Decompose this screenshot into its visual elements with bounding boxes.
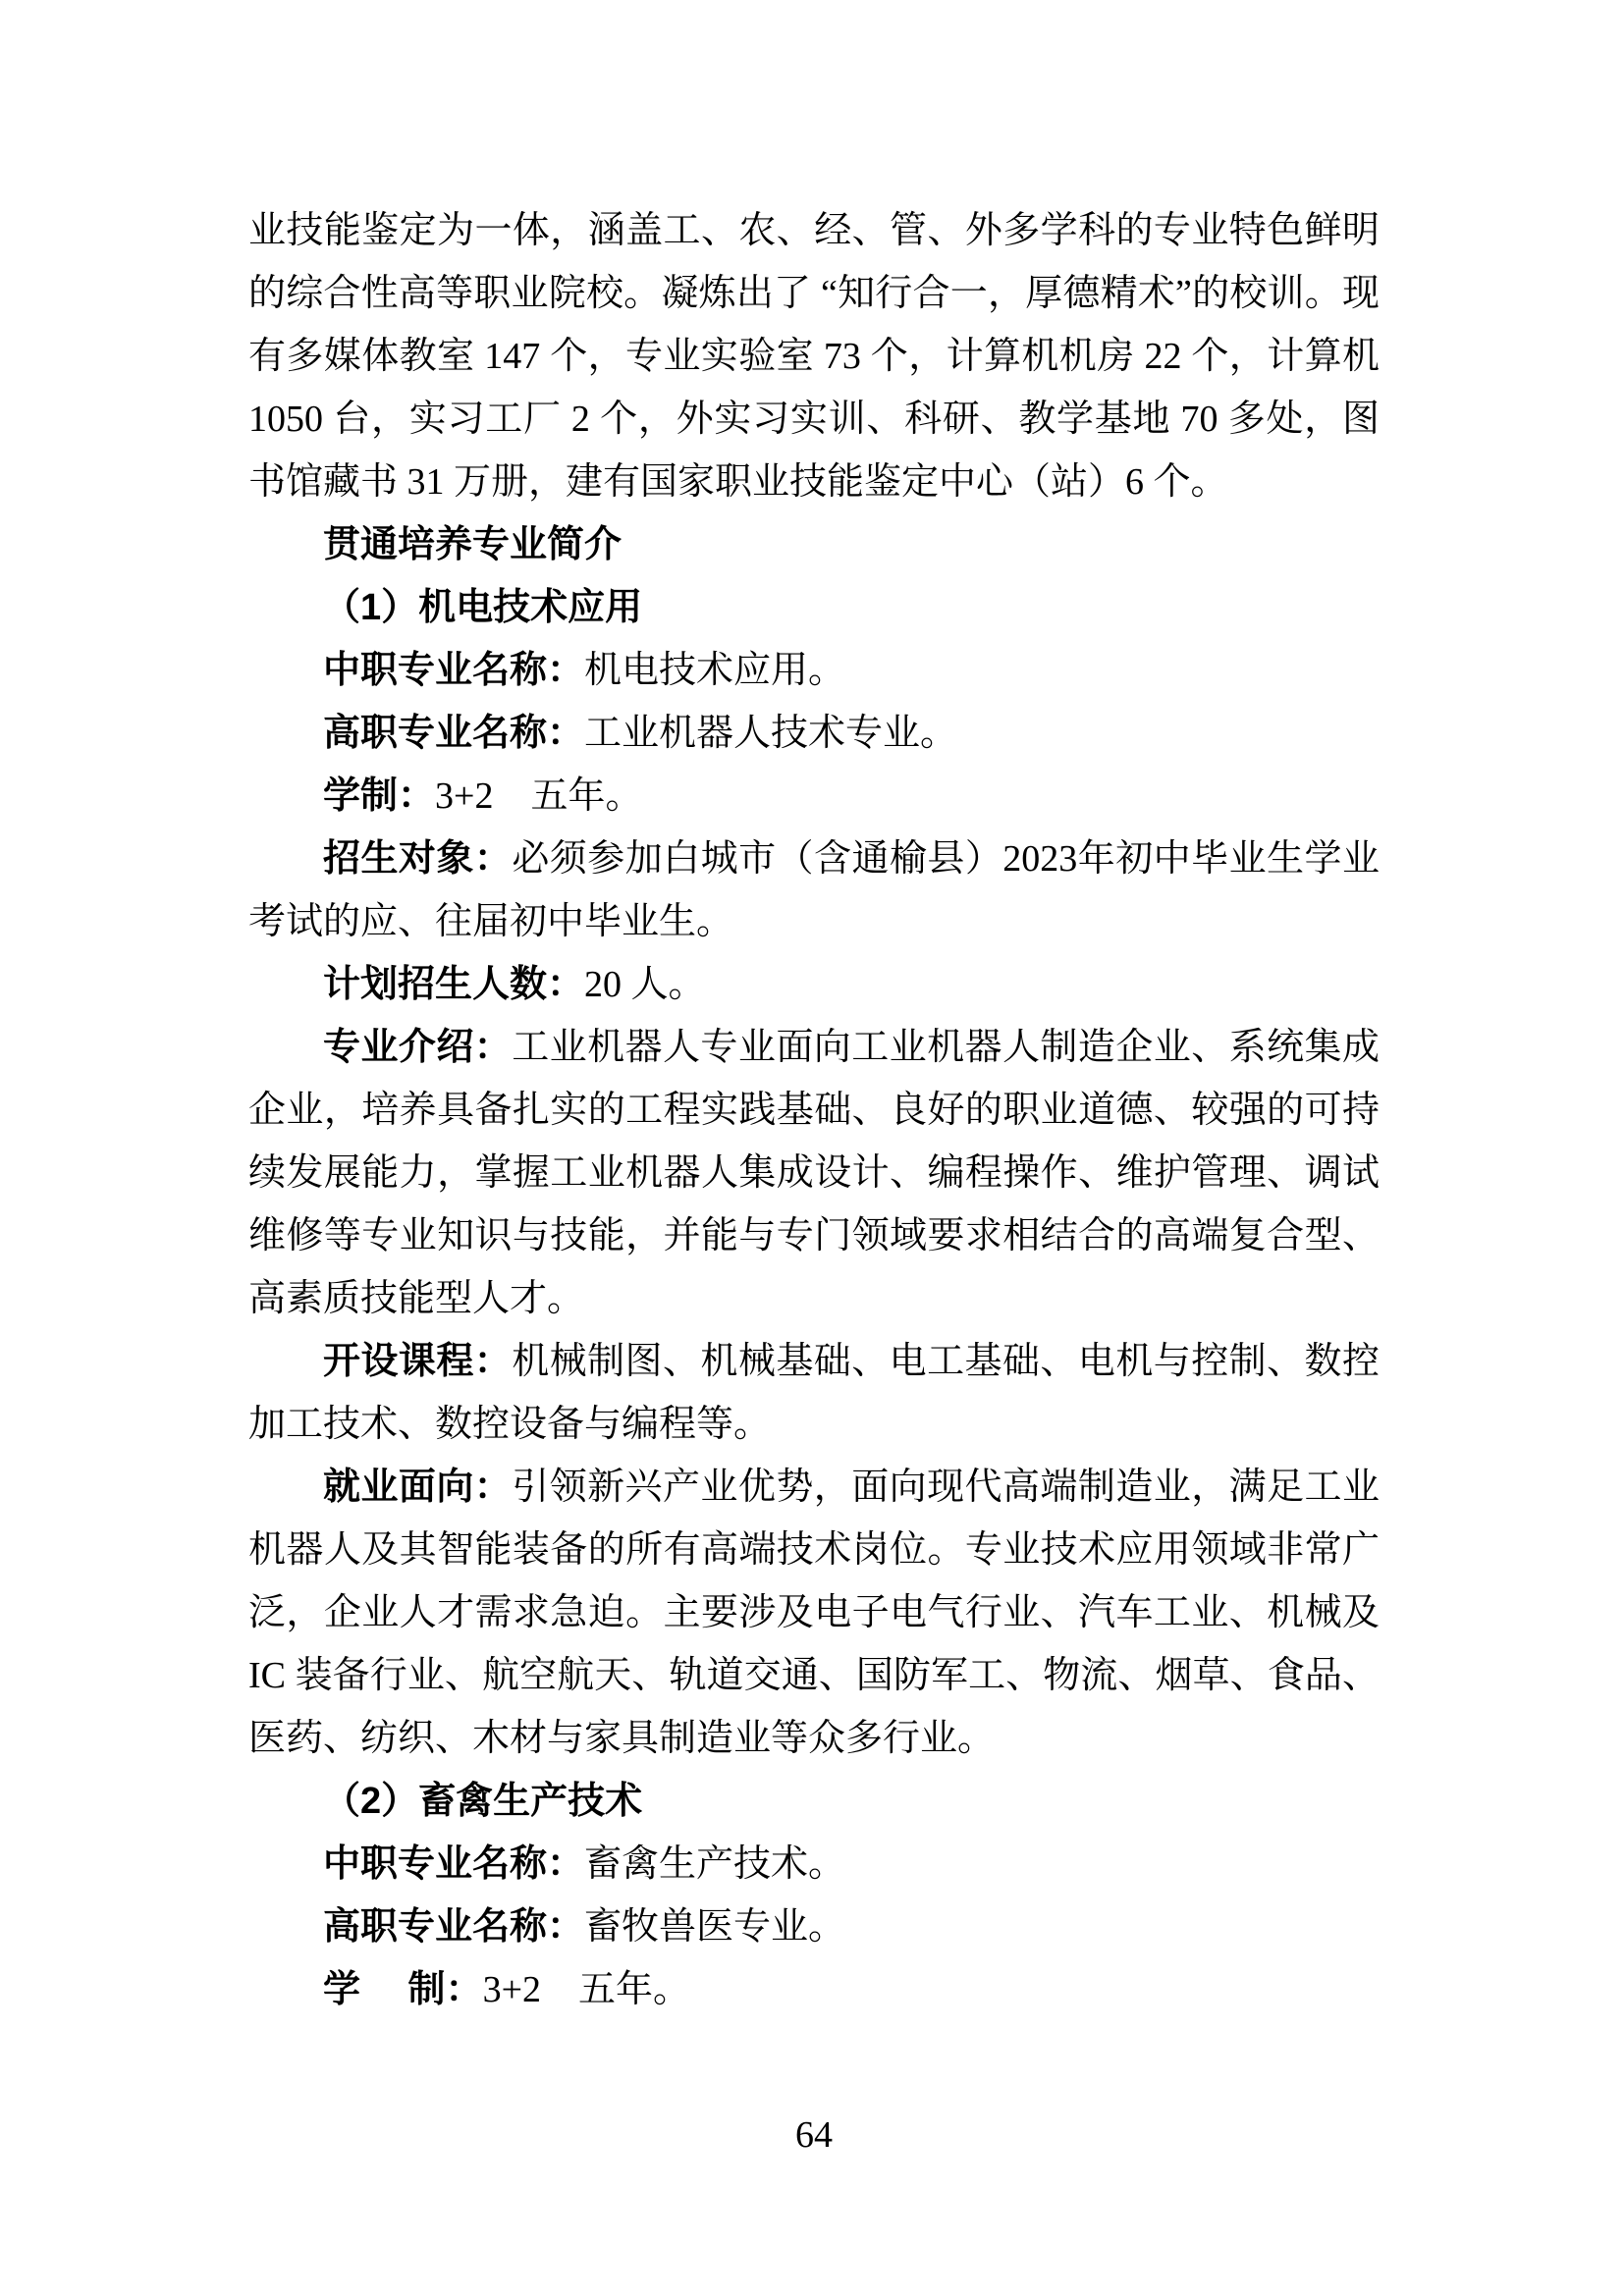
field-label-employment-orientation: 就业面向： [323, 1467, 513, 1508]
field-value-secondary-name-2: 畜禽生产技术。 [584, 1843, 846, 1885]
document-page-body [248, 199, 1380, 2021]
field-major2-schooling-length [248, 1958, 1380, 2021]
field-label-schooling-length: 学制： [323, 775, 436, 817]
field-label-college-name: 高职专业名称： [323, 713, 585, 754]
field-label-schooling-length-2: 学 制： [323, 1969, 483, 2010]
field-value-college-name: 工业机器人技术专业。 [584, 713, 958, 754]
field-major1-college-name [248, 702, 1380, 765]
field-value-courses-offered: 机械制图、机械基础、电工基础、电机与控制、数控加工技术、数控设备与编程等。 [248, 1341, 1380, 1445]
field-value-enrollment-target: 必须参加白城市（含通榆县）2023年初中毕业生学业考试的应、往届初中毕业生。 [248, 838, 1380, 942]
heading-major-2: （2）畜禽生产技术 [323, 1781, 643, 1822]
field-value-employment-orientation: 引领新兴产业优势，面向现代高端制造业，满足工业机器人及其智能装备的所有高端技术岗位。专业技术应用领域非常广泛，企业人才需求急迫。主要涉及电子电气行业、汽车工业、机械及 IC 装备行业、航空航天、轨道交通、国防军工、物流、烟草、食品、医药、纺织、木材与家具制造业等众多行业。 [248, 1467, 1380, 1759]
field-major1-secondary-name [248, 639, 1380, 702]
field-value-schooling-length: 3+2 五年。 [435, 775, 643, 817]
paragraph-school-intro: 业技能鉴定为一体，涵盖工、农、经、管、外多学科的专业特色鲜明的综合性高等职业院校。凝炼出了 “知行合一，厚德精术”的校训。现有多媒体教室 147 个，专业实验室 73 个，计算机机房 22 个，计算机 1050 台，实习工厂 2 个，外实习实训、科研、教学基地 70 多处，图书馆藏书 31 万册，建有国家职业技能鉴定中心（站）6 个。 [248, 210, 1380, 503]
field-major1-enrollment-target [248, 828, 1380, 953]
field-major2-college-name [248, 1896, 1380, 1958]
page-number: 64 [795, 2114, 833, 2156]
field-major1-schooling-length [248, 765, 1380, 828]
heading-major-1: （1）机电技术应用 [323, 587, 643, 628]
heading-program-overview: 贯通培养专业简介 [323, 524, 623, 565]
field-label-college-name-2: 高职专业名称： [323, 1906, 585, 1948]
field-major1-major-introduction [248, 1016, 1380, 1330]
field-label-planned-enrollment: 计划招生人数： [323, 964, 585, 1005]
field-label-secondary-name-2: 中职专业名称： [323, 1843, 585, 1885]
field-label-secondary-name: 中职专业名称： [323, 650, 585, 691]
field-value-secondary-name: 机电技术应用。 [584, 650, 846, 691]
field-major1-courses-offered [248, 1330, 1380, 1456]
field-major1-employment-orientation [248, 1456, 1380, 1770]
field-label-enrollment-target: 招生对象： [323, 838, 513, 880]
field-label-courses-offered: 开设课程： [323, 1341, 513, 1382]
field-label-major-introduction: 专业介绍： [323, 1027, 513, 1068]
field-major1-planned-enrollment [248, 953, 1380, 1016]
field-value-schooling-length-2: 3+2 五年。 [482, 1969, 690, 2010]
field-value-major-introduction: 工业机器人专业面向工业机器人制造企业、系统集成企业，培养具备扎实的工程实践基础、良好的职业道德、较强的可持续发展能力，掌握工业机器人集成设计、编程操作、维护管理、调试维修等专业知识与技能，并能与专门领域要求相结合的高端复合型、高素质技能型人才。 [248, 1027, 1380, 1319]
field-value-planned-enrollment: 20 人。 [584, 964, 706, 1005]
field-value-college-name-2: 畜牧兽医专业。 [584, 1906, 846, 1948]
field-major2-secondary-name [248, 1833, 1380, 1896]
